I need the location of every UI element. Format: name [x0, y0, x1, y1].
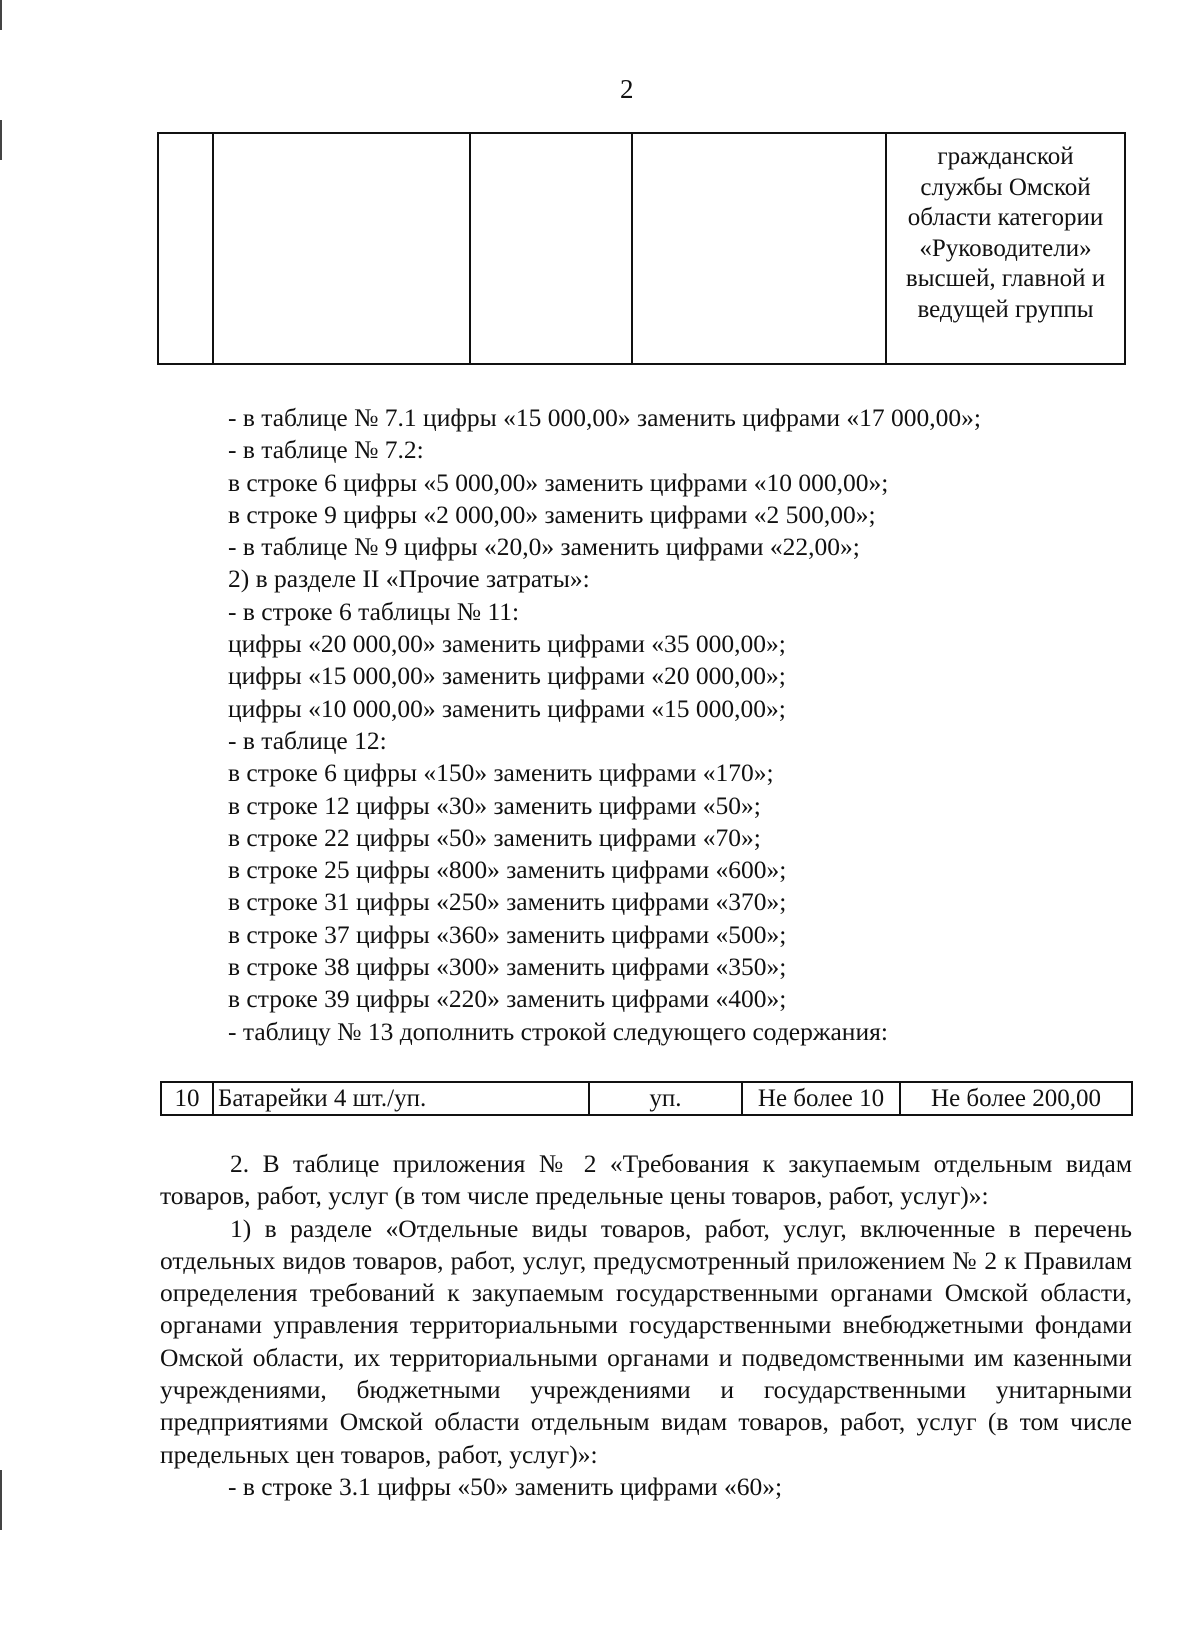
- paragraph: - в строке 3.1 цифры «50» заменить цифрами «60»;: [228, 1471, 783, 1501]
- paragraph: 1) в разделе «Отдельные виды товаров, работ, услуг, включенные в перечень отдельных видов товаров, работ, услуг, предусмотренный приложением № 2 к Правилам определения требований к закупаемым государственными органами Омской области, органами управления территориальными государственными внебюджетными фондами Омской области, их территориальными органами и подведомственными им казенными учреждениями, бюджетными учреждениями и государственными унитарными предприятиями Омской области отдельным видам товаров, работ, услуг (в том числе предельных цен товаров, работ, услуг)»:: [160, 1213, 1132, 1469]
- list-item: - в таблице 12:: [228, 725, 387, 755]
- continuation-table: [157, 132, 1126, 365]
- cell-line: высшей, главной и: [905, 265, 1106, 292]
- cell-line: службы Омской: [920, 173, 1091, 201]
- scan-margin-mark: [0, 0, 2, 30]
- table-cell: [470, 133, 632, 364]
- cell-line: ведущей группы: [917, 295, 1094, 323]
- cell-line: гражданской: [937, 143, 1074, 170]
- paragraph: 2. В таблице приложения № 2 «Требования к закупаемым отдельным видам товаров, работ, услуг (в том числе предельные цены товаров, работ, услуг)»:: [160, 1149, 1132, 1211]
- list-item: - в строке 6 таблицы № 11:: [228, 596, 520, 626]
- list-item: цифры «15 000,00» заменить цифрами «20 000,00»;: [228, 661, 786, 691]
- list-item: в строке 31 цифры «250» заменить цифрами «370»;: [228, 887, 787, 917]
- table-row: [158, 133, 1125, 364]
- row-item-name: Батарейки 4 шт./уп.: [213, 1082, 589, 1115]
- list-item: - в таблице № 7.2:: [228, 435, 424, 465]
- table-cell: [158, 133, 213, 364]
- list-item: в строке 37 цифры «360» заменить цифрами «500»;: [228, 919, 787, 949]
- scan-margin-mark: [0, 1470, 2, 1530]
- list-item: цифры «10 000,00» заменить цифрами «15 000,00»;: [228, 693, 786, 723]
- table-cell: [213, 133, 470, 364]
- list-item: в строке 6 цифры «5 000,00» заменить цифрами «10 000,00»;: [228, 467, 889, 497]
- row-price: Не более 200,00: [900, 1082, 1132, 1115]
- list-item: в строке 39 цифры «220» заменить цифрами «400»;: [228, 984, 787, 1014]
- list-item: цифры «20 000,00» заменить цифрами «35 000,00»;: [228, 629, 786, 659]
- section-2: [160, 1148, 1132, 1503]
- table-row: [161, 1082, 1132, 1115]
- table-cell-position-category: [886, 133, 1125, 364]
- table-cell: [632, 133, 886, 364]
- list-item: - таблицу № 13 дополнить строкой следующего содержания:: [228, 1016, 888, 1046]
- scan-margin-mark: [0, 120, 2, 160]
- list-item: - в таблице № 9 цифры «20,0» заменить цифрами «22,00»;: [228, 532, 860, 562]
- list-item: в строке 12 цифры «30» заменить цифрами «50»;: [228, 790, 761, 820]
- changes-list: [228, 402, 981, 1048]
- list-item: в строке 6 цифры «150» заменить цифрами «170»;: [228, 758, 774, 788]
- cell-line: «Руководители»: [919, 234, 1092, 262]
- list-item: в строке 9 цифры «2 000,00» заменить цифрами «2 500,00»;: [228, 499, 876, 529]
- row-number: 10: [161, 1082, 213, 1115]
- page-number: 2: [620, 74, 634, 104]
- cell-line: области категории: [907, 204, 1104, 231]
- list-item: 2) в разделе II «Прочие затраты»:: [228, 564, 590, 594]
- row-quantity: Не более 10: [742, 1082, 900, 1115]
- list-item: - в таблице № 7.1 цифры «15 000,00» заменить цифрами «17 000,00»;: [228, 403, 981, 432]
- added-row-table: [160, 1081, 1133, 1116]
- list-item: в строке 22 цифры «50» заменить цифрами «70»;: [228, 822, 761, 852]
- row-unit: уп.: [589, 1082, 742, 1115]
- list-item: в строке 38 цифры «300» заменить цифрами «350»;: [228, 952, 787, 982]
- list-item: в строке 25 цифры «800» заменить цифрами «600»;: [228, 855, 787, 885]
